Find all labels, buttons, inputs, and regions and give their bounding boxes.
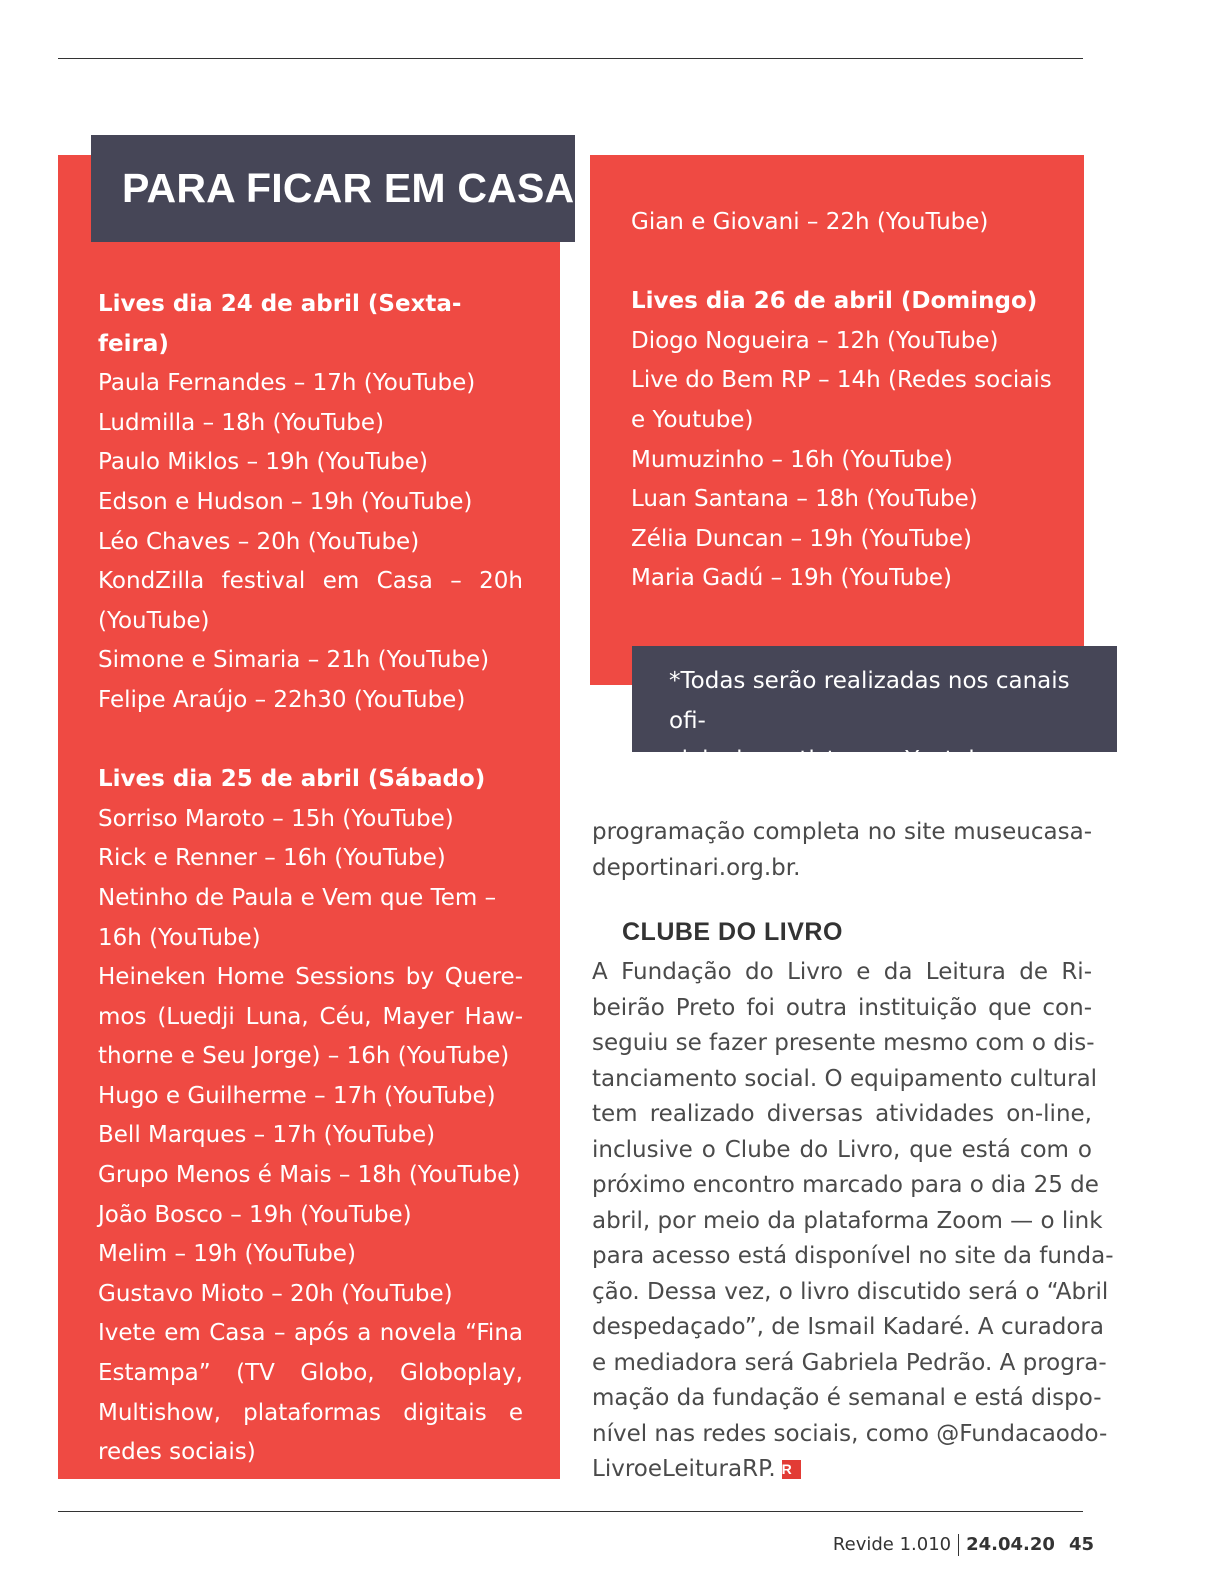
box-title-banner: [91, 135, 575, 242]
schedule-item: Mumuzinho – 16h (YouTube): [631, 446, 953, 473]
schedule-item: Simone e Simaria – 21h (YouTube): [98, 647, 490, 674]
schedule-item: João Bosco – 19h (YouTube): [98, 1201, 412, 1228]
schedule-column-right: [631, 203, 1061, 599]
schedule-item: Diogo Nogueira – 12h (YouTube): [631, 327, 999, 354]
footnote-line: ciais dos artistas no Youtube.: [669, 747, 1005, 774]
schedule-item: Zélia Duncan – 19h (YouTube): [631, 525, 973, 552]
schedule-item: Heineken Home Sessions by Quere-: [98, 964, 523, 991]
schedule-item: Maria Gadú – 19h (YouTube): [631, 565, 953, 592]
magazine-issue: Revide 1.010: [832, 1534, 952, 1555]
paragraph-line: para acesso está disponível no site da funda-: [592, 1243, 1114, 1269]
schedule-item: redes sociais): [98, 1439, 256, 1466]
paragraph-line: seguiu se fazer presente mesmo com o dis-: [592, 1030, 1095, 1056]
schedule-item: Melim – 19h (YouTube): [98, 1241, 356, 1268]
top-rule: [58, 58, 1083, 59]
paragraph-line: tanciamento social. O equipamento cultural: [592, 1065, 1098, 1092]
schedule-column-left: [98, 285, 523, 1473]
schedule-item: Sorriso Maroto – 15h (YouTube): [98, 805, 454, 832]
section-heading: CLUBE DO LIVRO: [622, 918, 843, 946]
schedule-item: Hugo e Guilherme – 17h (YouTube): [98, 1082, 496, 1109]
day25-heading: Lives dia 25 de abril (Sábado): [98, 766, 486, 793]
bottom-rule: [58, 1511, 1083, 1512]
schedule-item: Luan Santana – 18h (YouTube): [631, 486, 978, 513]
day24-heading: Lives dia 24 de abril (Sexta-feira): [98, 291, 462, 357]
paragraph-line: e mediadora será Gabriela Pedrão. A progra-: [592, 1349, 1107, 1376]
paragraph-line: despedaçado”, de Ismail Kadaré. A curadora: [592, 1314, 1104, 1340]
paragraph-line: mação da fundação é semanal e está dispo-: [592, 1385, 1102, 1411]
club-paragraph: [592, 955, 1114, 1488]
schedule-item: Rick e Renner – 16h (YouTube): [98, 845, 446, 872]
paragraph-line: tem realizado diversas atividades on-line,: [592, 1101, 1092, 1127]
footnote-line: *Todas serão realizadas nos canais ofi-: [669, 668, 1070, 734]
issue-date: 24.04.20: [966, 1534, 1055, 1555]
paragraph-line: programação completa no site museucasa-: [592, 819, 1092, 845]
paragraph-line: ção. Dessa vez, o livro discutido será o “Abril: [592, 1278, 1109, 1305]
schedule-item: mos (Luedji Luna, Céu, Mayer Haw-: [98, 1003, 523, 1030]
paragraph-line: inclusive o Clube do Livro, que está com o: [592, 1136, 1092, 1163]
schedule-item: Grupo Menos é Mais – 18h (YouTube): [98, 1162, 521, 1189]
paragraph-line: LivroeLeituraRP.: [592, 1456, 776, 1482]
schedule-item: Multishow, plataformas digitais e: [98, 1399, 523, 1426]
footnote-box: [632, 646, 1117, 774]
page-footer: [833, 1534, 1094, 1556]
schedule-item: Léo Chaves – 20h (YouTube): [98, 528, 420, 555]
schedule-item: Ivete em Casa – após a novela “Fina: [98, 1320, 523, 1347]
paragraph-line: deportinari.org.br.: [592, 854, 801, 881]
schedule-item: Paula Fernandes – 17h (YouTube): [98, 370, 476, 397]
schedule-item: Live do Bem RP – 14h (Redes sociais: [631, 367, 1052, 394]
revide-end-mark-icon: R: [782, 1460, 801, 1479]
schedule-item: Edson e Hudson – 19h (YouTube): [98, 488, 473, 515]
box-title: PARA FICAR EM CASA: [122, 165, 575, 211]
schedule-item: Ludmilla – 18h (YouTube): [98, 409, 385, 436]
intro-paragraph: [592, 815, 1092, 886]
schedule-item: 16h (YouTube): [98, 924, 261, 951]
schedule-item: Estampa” (TV Globo, Globoplay,: [98, 1360, 523, 1387]
paragraph-line-final: [592, 1452, 1092, 1488]
schedule-item: thorne e Seu Jorge) – 16h (YouTube): [98, 1043, 510, 1070]
schedule-item: Gustavo Mioto – 20h (YouTube): [98, 1280, 453, 1307]
schedule-item: Paulo Miklos – 19h (YouTube): [98, 449, 429, 476]
paragraph-line: nível nas redes sociais, como @Fundacaodo-: [592, 1420, 1108, 1447]
schedule-item: Bell Marques – 17h (YouTube): [98, 1122, 436, 1149]
footer-divider: [958, 1534, 959, 1556]
schedule-item: Netinho de Paula e Vem que Tem –: [98, 884, 497, 911]
paragraph-line: próximo encontro marcado para o dia 25 de: [592, 1172, 1099, 1198]
schedule-item: Gian e Giovani – 22h (YouTube): [631, 209, 989, 235]
paragraph-line: A Fundação do Livro e da Leitura de Ri-: [592, 959, 1092, 985]
schedule-item: (YouTube): [98, 607, 210, 634]
schedule-item: Felipe Araújo – 22h30 (YouTube): [98, 686, 466, 713]
paragraph-line: beirão Preto foi outra instituição que con-: [592, 994, 1092, 1021]
page-number: 45: [1068, 1534, 1094, 1555]
schedule-item: e Youtube): [631, 406, 754, 433]
day26-heading: Lives dia 26 de abril (Domingo): [631, 288, 1038, 315]
paragraph-line: abril, por meio da plataforma Zoom — o link: [592, 1207, 1103, 1234]
schedule-item: KondZilla festival em Casa – 20h: [98, 568, 523, 595]
